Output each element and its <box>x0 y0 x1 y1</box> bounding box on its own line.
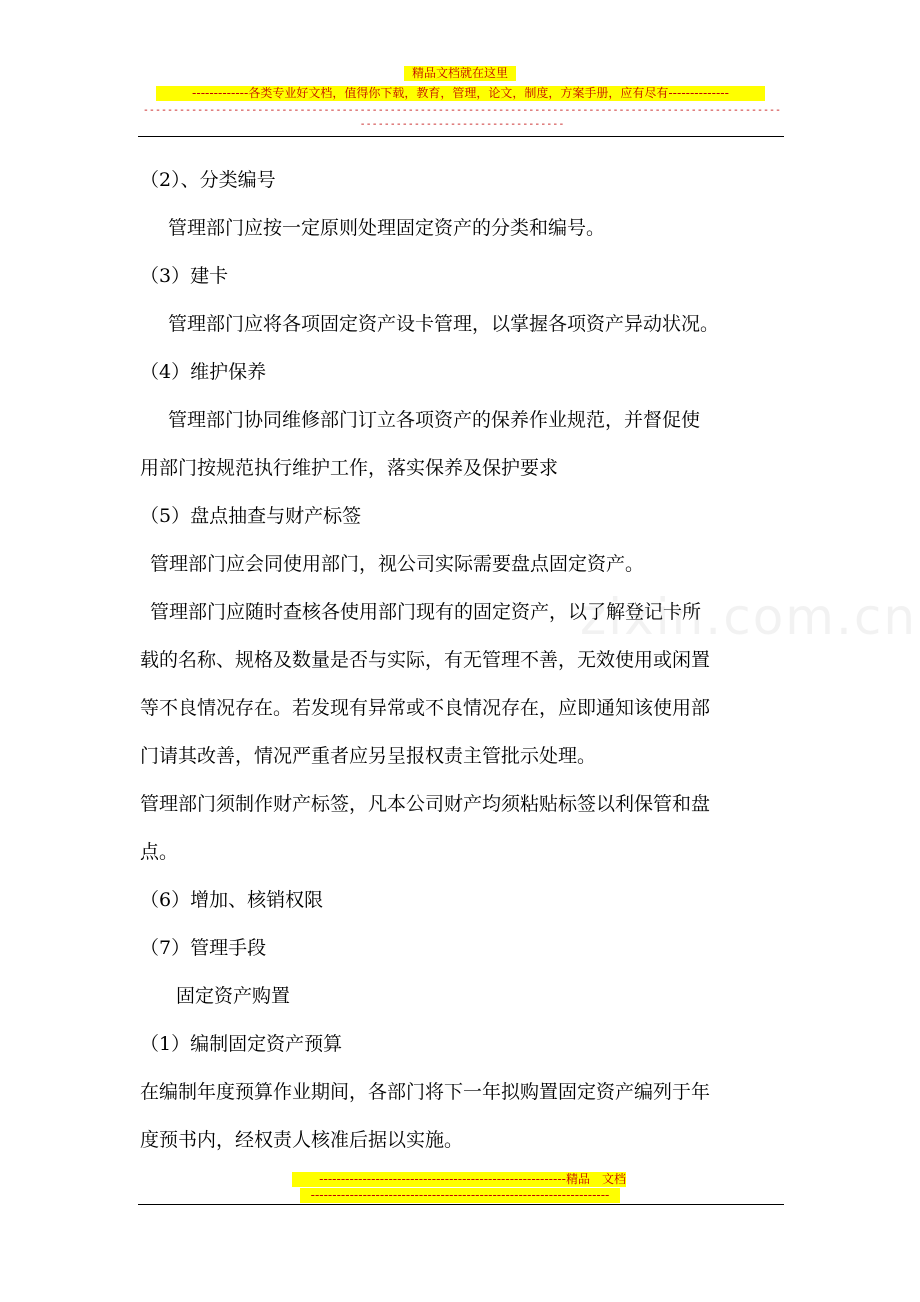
paragraph-line: 管理部门应随时查核各使用部门现有的固定资产，以了解登记卡所 <box>150 601 702 623</box>
section-heading: （6）增加、核销权限 <box>140 889 324 911</box>
footer-rule <box>138 1204 784 1205</box>
header-dashes: -------------------------------------------------------------------------------------------------------------------------------------------- <box>142 105 782 130</box>
section-heading: （7）管理手段 <box>140 937 267 959</box>
paragraph-line: 固定资产购置 <box>176 985 291 1007</box>
paragraph-line: 等不良情况存在。若发现有异常或不良情况存在，应即通知该使用部 <box>140 697 711 719</box>
paragraph-line: 管理部门须制作财产标签，凡本公司财产均须粘贴标签以利保管和盘 <box>140 793 711 815</box>
watermark: zixin.com.cn <box>580 588 918 646</box>
paragraph-line: 用部门按规范执行维护工作，落实保养及保护要求 <box>140 457 559 479</box>
section-heading: （4）维护保养 <box>140 361 267 383</box>
paragraph-line: 载的名称、规格及数量是否与实际，有无管理不善，无效使用或闲置 <box>140 649 711 671</box>
paragraph-line: 在编制年度预算作业期间，各部门将下一年拟购置固定资产编列于年 <box>140 1081 711 1103</box>
header-subtitle: -------------各类专业好文档，值得你下载，教育，管理，论文，制度，方案手册，应有尽有-------------- <box>156 86 765 101</box>
section-heading: （2）、分类编号 <box>140 169 276 191</box>
section-heading: （5）盘点抽查与财产标签 <box>140 505 362 527</box>
header-title: 精品文档就在这里 <box>404 66 516 81</box>
section-heading: （1）编制固定资产预算 <box>140 1033 343 1055</box>
section-heading: （3）建卡 <box>140 265 229 287</box>
footer-line-1: ---------------------------------------------------------精品 文档 <box>292 1172 626 1187</box>
paragraph-line: 管理部门应按一定原则处理固定资产的分类和编号。 <box>168 217 606 239</box>
paragraph-line: 度预书内，经权责人核准后据以实施。 <box>140 1129 464 1151</box>
paragraph-line: 管理部门协同维修部门订立各项资产的保养作业规范，并督促使 <box>168 409 701 431</box>
footer-line-2: --------------------------------------------------------------------- <box>300 1188 620 1203</box>
document-body <box>140 156 786 1164</box>
paragraph-line: 管理部门应会同使用部门，视公司实际需要盘点固定资产。 <box>150 553 645 575</box>
paragraph-line: 点。 <box>140 841 179 863</box>
paragraph-line: 管理部门应将各项固定资产设卡管理，以掌握各项资产异动状况。 <box>168 313 720 335</box>
paragraph-line: 门请其改善，情况严重者应另呈报权责主管批示处理。 <box>140 745 597 767</box>
header-rule <box>138 136 784 137</box>
